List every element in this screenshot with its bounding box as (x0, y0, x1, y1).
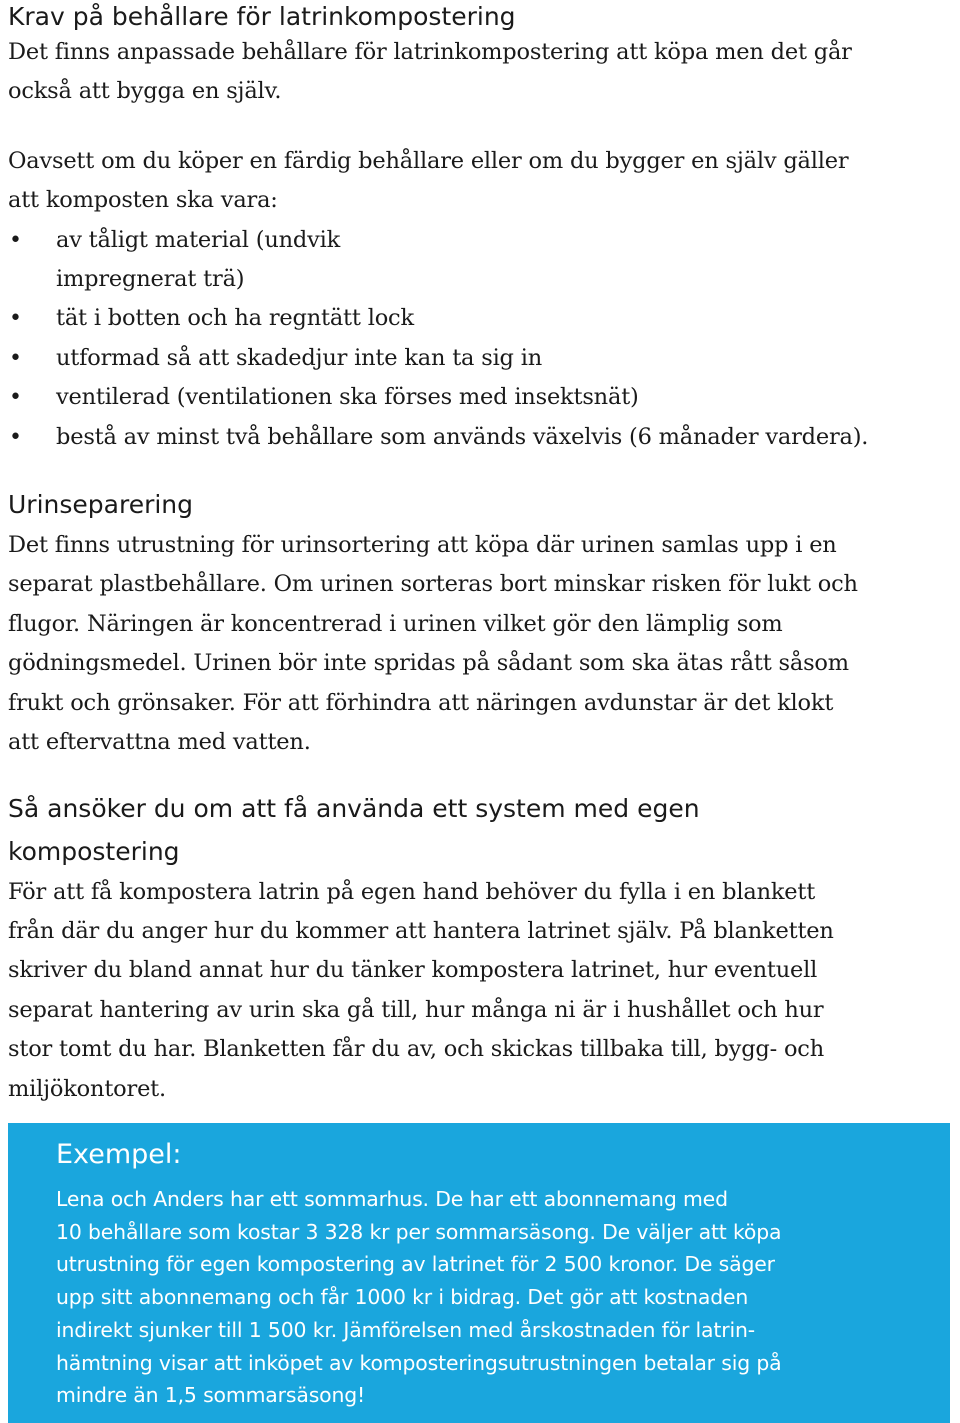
text-line: också att bygga en själv. (8, 78, 282, 105)
list-item (8, 418, 953, 457)
document-page (8, 0, 953, 1109)
text-line: Lena och Anders har ett sommarhus. De har ett abonnemang med (56, 1187, 728, 1211)
text-line: bestå av minst två behållare som används växelvis (6 månader vardera). (56, 423, 869, 450)
list-item (8, 221, 953, 300)
section-heading-application (8, 787, 953, 873)
heading-line: kompostering (8, 836, 180, 866)
urine-separation-paragraph (8, 526, 953, 762)
intro-paragraph (8, 33, 953, 112)
text-line: upp sitt abonnemang och får 1000 kr i bidrag. Det gör att kostnaden (56, 1285, 749, 1310)
bullet-icon: • (9, 385, 22, 411)
text-line: frukt och grönsaker. För att förhindra att näringen avdunstar är det klokt (8, 689, 834, 716)
list-item (8, 299, 953, 338)
application-paragraph (8, 873, 953, 1109)
bullet-icon: • (9, 306, 22, 332)
bullet-icon: • (9, 424, 22, 450)
text-line: utrustning för egen kompostering av latrinet för 2 500 kronor. De säger (56, 1252, 775, 1277)
heading-line: Så ansöker du om att få använda ett system med egen (8, 793, 700, 823)
text-line: skriver du bland annat hur du tänker kompostera latrinet, hur eventuell (8, 957, 818, 984)
example-paragraph (56, 1183, 930, 1412)
section-heading-urine-separation: Urinseparering (8, 490, 194, 520)
text-line: indirekt sjunker till 1 500 kr. Jämförelsen med årskostnaden för latrin- (56, 1317, 755, 1342)
text-line: För att få kompostera latrin på egen hand behöver du fylla i en blankett (8, 878, 816, 905)
text-line: impregnerat trä) (56, 266, 245, 293)
text-line: hämtning visar att inköpet av komposteringsutrustningen betalar sig på (56, 1350, 782, 1375)
bullet-icon: • (9, 227, 22, 253)
text-line: utformad så att skadedjur inte kan ta sig in (56, 344, 543, 371)
text-line: Det finns anpassade behållare för latrinkompostering att köpa men det går (8, 39, 852, 65)
text-line: mindre än 1,5 sommarsäsong! (56, 1383, 366, 1408)
text-line: från där du anger hur du kommer att hantera latrinet själv. På blanketten (8, 917, 834, 944)
text-line: miljökontoret. (8, 1075, 166, 1102)
text-line: Oavsett om du köper en färdig behållare eller om du bygger en själv gäller (8, 147, 849, 174)
bullet-icon: • (9, 345, 22, 371)
text-line: 10 behållare som kostar 3 328 kr per sommarsäsong. De väljer att köpa (56, 1219, 782, 1244)
list-item (8, 339, 953, 378)
text-line: tät i botten och ha regntätt lock (56, 305, 414, 332)
text-line: ventilerad (ventilationen ska förses med insektsnät) (56, 384, 639, 411)
text-line: gödningsmedel. Urinen bör inte spridas på sådant som ska ätas rått såsom (8, 650, 849, 677)
example-title: Exempel: (56, 1139, 182, 1170)
text-line: separat plastbehållare. Om urinen sorteras bort minskar risken för lukt och (8, 571, 858, 598)
text-line: att komposten ska vara: (8, 187, 278, 214)
example-box (8, 1123, 950, 1423)
text-line: stor tomt du har. Blanketten får du av, och skickas tillbaka till, bygg- och (8, 1036, 824, 1063)
requirements-list (8, 221, 953, 457)
text-line: flugor. Näringen är koncentrerad i urinen vilket gör den lämplig som (8, 610, 783, 637)
lead-paragraph (8, 142, 953, 221)
text-line: Det finns utrustning för urinsortering att köpa där urinen samlas upp i en (8, 532, 837, 559)
text-line: separat hantering av urin ska gå till, hur många ni är i hushållet och hur (8, 996, 824, 1023)
text-line: av tåligt material (undvik (56, 226, 341, 253)
section-heading-container-requirements: Krav på behållare för latrinkompostering (8, 2, 516, 31)
text-line: att eftervattna med vatten. (8, 729, 311, 756)
list-item (8, 378, 953, 417)
